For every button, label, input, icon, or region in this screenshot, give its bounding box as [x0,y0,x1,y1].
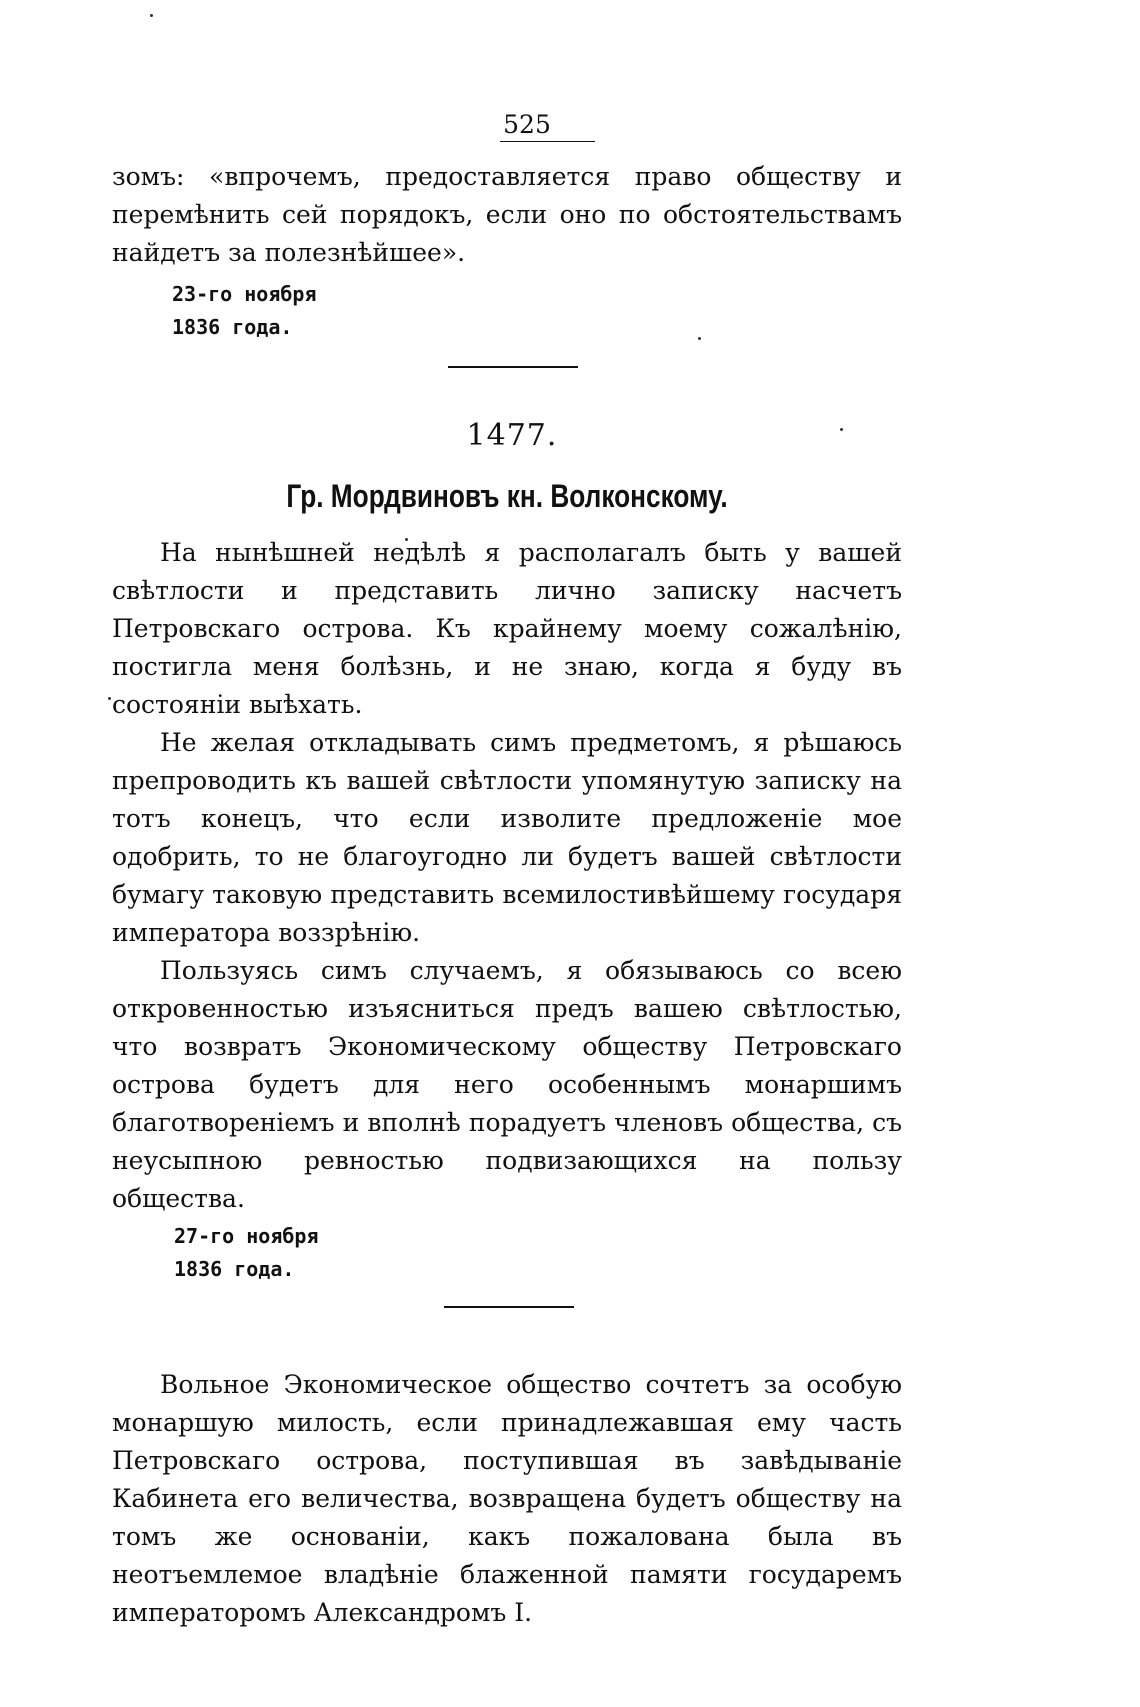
letter-heading: Гр. Мордвиновъ кн. Волконскому. [286,478,728,514]
letter-number: 1477. [466,418,558,453]
spacer [112,1308,902,1366]
section-divider [448,366,578,368]
page-content [112,110,902,1632]
speck-mark [108,697,111,700]
enclosure-paragraph: Вольное Экономическое общество сочтетъ за особую монаршую милость, если принадлежавшая ему часть Петровскаго острова, поступившая въ завѣдываніе Кабинета его величества, возвращена будетъ обществу на томъ же основаніи, какъ пожалована была въ неотъемлемое владѣніе блаженной памяти государемъ императоромъ Александромъ I. [112,1370,902,1627]
letter-date [174,1220,902,1286]
section-divider [444,1306,574,1308]
letter-paragraph: Пользуясь симъ случаемъ, я обязываюсь со всею откровенностью изъясниться предъ вашею свѣтлостью, что возвратъ Экономическому обществу Петровскаго острова будетъ для него особеннымъ монаршимъ благотвореніемъ и вполнѣ порадуетъ членовъ общества, съ неусыпною ревностью подвизающихся на пользу общества. [112,956,902,1213]
opening-date-line1: 23-го ноября [172,282,317,306]
speck-mark [150,14,153,17]
page-number: 525 [503,110,551,139]
opening-paragraph: зомъ: «впрочемъ, предоставляется право обществу и перемѣнить сей порядокъ, если оно по обстоятельствамъ найдетъ за полезнѣйшее». [112,162,902,267]
letter-paragraph: На нынѣшней недѣлѣ я располагалъ быть у вашей свѣтлости и представить лично записку насчетъ Петровскаго острова. Къ крайнему моему сожалѣнію, постигла меня болѣзнь, и не знаю, когда я буду въ состояніи выѣхать. [112,538,902,719]
letter-date-line1: 27-го ноября [174,1224,319,1248]
letter-date-line2: 1836 года. [174,1257,295,1281]
opening-date [172,278,902,344]
page-number-rule [500,141,595,142]
opening-date-line2: 1836 года. [172,315,293,339]
letter-paragraph: Не желая откладывать симъ предметомъ, я рѣшаюсь препроводить къ вашей свѣтлости упомянутую записку на тотъ конецъ, что если изволите предложеніе мое одобрить, то не благоугодно ли будетъ вашей свѣтлости бумагу таковую представить всемилостивѣйшему государя императора воззрѣнію. [112,728,902,947]
